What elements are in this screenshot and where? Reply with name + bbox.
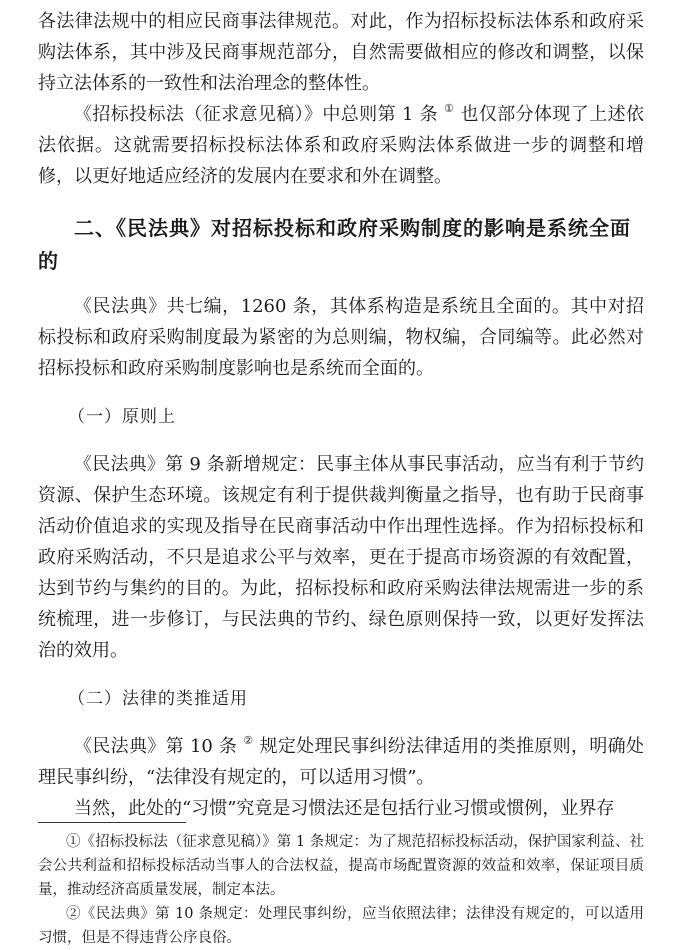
paragraph-continuation: 各法律法规中的相应民商事法律规范。对此，作为招标投标法体系和政府采购法体系，其中涉及民商事规范部分，自然需要做相应的修改和调整，以保持立法体系的一致性和法治理念的整体性。: [38, 11, 644, 94]
paragraph-custom: 当然，此处的“习惯”究竟是习惯法还是包括行业习惯或惯例，业界存: [74, 798, 615, 819]
section-heading-2: 二、《民法典》对招标投标和政府采购制度的影响是系统全面的: [38, 216, 631, 273]
footnote-ref-2: ②: [243, 734, 254, 747]
subsection-heading-analogy: （二）法律的类推适用: [68, 689, 248, 709]
footnote-divider: [38, 822, 186, 823]
footnote-ref-1: ①: [444, 102, 455, 115]
document-body: [38, 6, 644, 824]
footnote-2: ②《民法典》第 10 条规定：处理民事纠纷，应当依照法律；法律没有规定的，可以适用习惯，但是不得违背公序良俗。: [38, 906, 644, 946]
paragraph-text-part: 《招标投标法（征求意见稿）》中总则第 1 条: [74, 104, 439, 125]
paragraph-text-part: 也仅部分体现了上述依法依据。这就需要招标投标法体系和政府采购法体系做进一步的调整和增修，以更好地适应经济的发展内在要求和外在调整。: [38, 104, 644, 187]
footnote-1: ①《招标投标法（征求意见稿）》第 1 条规定：为了规范招标投标活动，保护国家利益、社会公共利益和招标投标活动当事人的合法权益，提高市场配置资源的效益和效率，保证项目质量，推动经济高质量发展，制定本法。: [38, 834, 644, 898]
paragraph-text-part: 《民法典》第 10 条: [74, 736, 238, 757]
paragraph-bidding-law-draft: [38, 99, 644, 192]
paragraph-civil-code-structure: 《民法典》共七编，1260 条，其体系构造是系统且全面的。其中对招标投标和政府采购制度最为紧密的为总则编，物权编，合同编等。此必然对招标投标和政府采购制度影响也是系统而全面的。: [38, 296, 644, 379]
paragraph-article-10: [38, 731, 644, 793]
paragraph-text-part: 规定处理民事纠纷法律适用的类推原则，明确处理民事纠纷，“法律没有规定的，可以适用习惯”。: [38, 736, 644, 788]
paragraph-article-9: 《民法典》第 9 条新增规定：民事主体从事民事活动，应当有利于节约资源、保护生态环境。该规定有利于提供裁判衡量之指导，也有助于民商事活动价值追求的实现及指导在民商事活动中作出理性选择。作为招标投标和政府采购活动，不只是追求公平与效率，更在于提高市场资源的有效配置，达到节约与集约的目的。为此，招标投标和政府采购法律法规需进一步的系统梳理，进一步修订，与民法典的节约、绿色原则保持一致，以更好发挥法治的效用。: [38, 454, 644, 661]
footnotes: [38, 822, 644, 950]
subsection-heading-principle: （一）原则上: [68, 407, 176, 427]
